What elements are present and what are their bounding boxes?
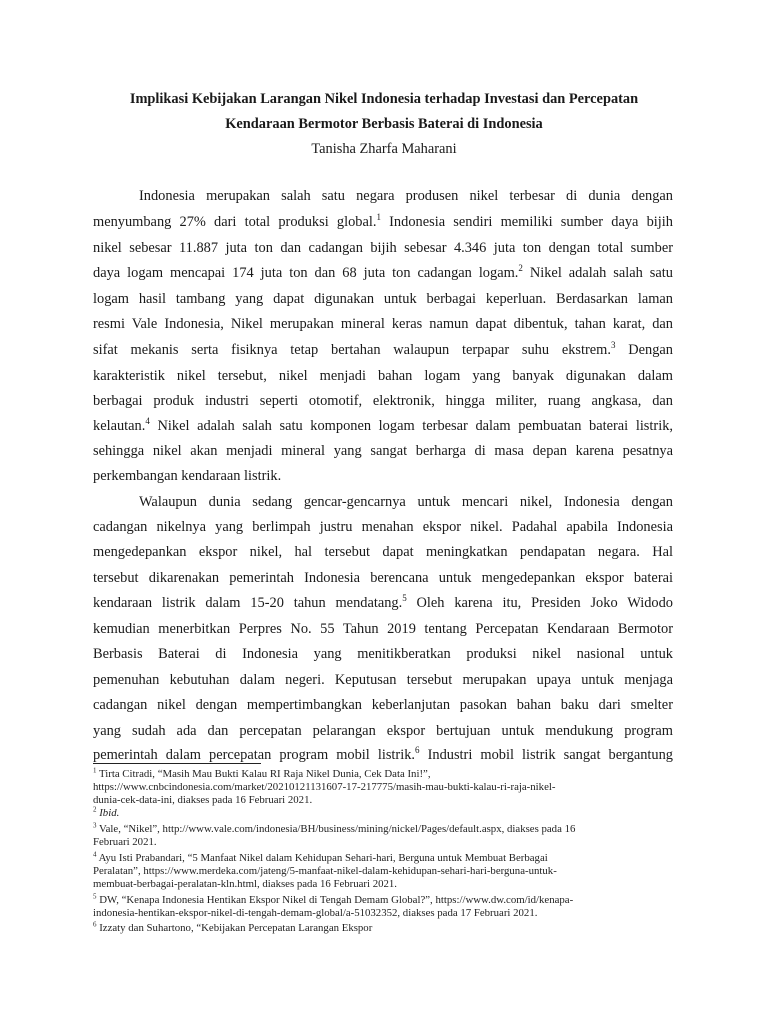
paragraph-2-line: Berbasis Baterai di Indonesia yang menitikberatkan produksi nikel nasional untuk <box>93 646 673 662</box>
footnote-4: $^4$ Ayu Isti Prabandari, “5 Manfaat Nikel dalam Kehidupan Sehari-hari, Berguna untuk Membuat Berbagai <box>93 850 548 864</box>
footnote-ref[interactable]: 6 <box>415 745 420 756</box>
paragraph-1-line: karakteristik nikel tersebut, nikel menjadi bahan logam yang banyak digunakan dalam <box>93 368 673 384</box>
footnote-3: $^3$ Vale, “Nikel”, http://www.vale.com/indonesia/BH/business/mining/nickel/Pages/default.aspx, diakses pada 16 <box>93 821 576 835</box>
footnote-2: $^2$ Ibid. <box>93 805 120 819</box>
author-name: Tanisha Zharfa Maharani <box>311 141 457 157</box>
paragraph-1-line: perkembangan kendaraan listrik. <box>93 468 282 484</box>
paragraph-2-line: kendaraan listrik dalam 15-20 tahun mendatang.$^5$ Oleh karena itu, Presiden Joko Widodo <box>93 593 673 611</box>
paragraph-2-line: mengedepankan ekspor nikel, hal tersebut dapat meningkatkan pendapatan negara. Hal <box>93 544 673 560</box>
paragraph-1-line: berbagai produk industri seperti otomotif, elektronik, hingga militer, ruang angkasa, dan <box>93 393 673 409</box>
footnote-4-cont: membuat-berbagai-peralatan-kln.html, diakses pada 16 Februari 2021. <box>93 878 398 890</box>
footnote-5: $^5$ DW, “Kenapa Indonesia Hentikan Ekspor Nikel di Tengah Demam Global?”, https://www.dw.com/id/kenapa- <box>93 892 574 906</box>
footnote-6: $^6$ Izzaty dan Suhartono, “Kebijakan Percepatan Larangan Ekspor <box>93 920 373 934</box>
footnote-1-cont: dunia-cek-data-ini, diakses pada 16 Februari 2021. <box>93 794 313 806</box>
paragraph-1-line: kelautan.$^4$ Nikel adalah salah satu komponen logam terbesar dalam pembuatan baterai listrik, <box>93 416 673 434</box>
footnote-separator <box>93 763 261 764</box>
paragraph-2-line: pemerintah dalam percepatan program mobil listrik.$^6$ Industri mobil listrik sangat bergantung <box>93 745 673 763</box>
paragraph-2-line: yang sudah ada dan percepatan pelarangan ekspor bertujuan untuk mendukung program <box>93 723 673 739</box>
document-title-line-1: Implikasi Kebijakan Larangan Nikel Indonesia terhadap Investasi dan Percepatan <box>129 91 639 107</box>
footnote-4-url[interactable]: Peralatan”, https://www.merdeka.com/jateng/5-manfaat-nikel-dalam-kehidupan-sehari-hari-berguna-untuk- <box>93 865 557 877</box>
paragraph-1-line: resmi Vale Indonesia, Nikel merupakan mineral keras namun dapat dibentuk, tahan karat, dan <box>93 316 673 332</box>
paragraph-1-line: Indonesia merupakan salah satu negara produsen nikel terbesar di dunia dengan <box>139 188 673 204</box>
paragraph-2-line: cadangan nikel dengan mempertimbangkan keberlanjutan pasokan bahan baku dari smelter <box>93 697 673 713</box>
paragraph-1-line: menyumbang 27% dari total produksi global.$^1$ Indonesia sendiri memiliki sumber daya bijih <box>93 212 673 230</box>
paragraph-1-line: sifat mekanis serta fisiknya tetap bertahan walaupun terpapar suhu ekstrem.$^3$ Dengan <box>93 340 673 358</box>
footnote-ref[interactable]: 4 <box>145 416 150 427</box>
paragraph-2-line: pemenuhan kebutuhan dalam negeri. Keputusan tersebut merupakan upaya untuk menjaga <box>93 672 673 688</box>
paragraph-2-line: Walaupun dunia sedang gencar-gencarnya untuk mencari nikel, Indonesia dengan <box>139 494 673 510</box>
document-title-line-2: Kendaraan Bermotor Berbasis Baterai di Indonesia <box>225 116 543 132</box>
paragraph-1-line: daya logam mencapai 174 juta ton dan 68 juta ton cadangan logam.$^2$ Nikel adalah salah satu <box>93 263 673 281</box>
footnote-ref[interactable]: 5 <box>402 593 407 604</box>
paragraph-1-line: sehingga nikel akan menjadi mineral yang sangat berharga di masa depan karena pesatnya <box>93 443 673 459</box>
paragraph-2-line: kemudian menerbitkan Perpres No. 55 Tahun 2019 tentang Percepatan Kendaraan Bermotor <box>93 621 673 637</box>
footnote-3-cont: Februari 2021. <box>93 836 157 848</box>
paragraph-2-line: cadangan nikelnya yang berlimpah justru menahan ekspor nikel. Padahal apabila Indonesia <box>93 519 673 535</box>
footnote-5-url[interactable]: indonesia-hentikan-ekspor-nikel-di-tengah-demam-global/a-51032352, diakses pada 17 Februari 2021. <box>93 907 538 919</box>
paragraph-1-line: nikel sebesar 11.887 juta ton dan cadangan bijih sebesar 4.346 juta ton dengan total sumber <box>93 240 673 256</box>
footnote-1-url[interactable]: https://www.cnbcindonesia.com/market/20210121131607-17-217775/masih-mau-bukti-kalau-ri-raja-nikel- <box>93 781 556 793</box>
footnote-ref[interactable]: 2 <box>518 263 523 274</box>
paragraph-2-line: tersebut dikarenakan pemerintah Indonesia berencana untuk mengedepankan ekspor baterai <box>93 570 673 586</box>
footnote-ref[interactable]: 3 <box>610 340 616 351</box>
paragraph-1-line: logam hasil tambang yang dapat digunakan untuk berbagai keperluan. Berdasarkan laman <box>93 291 673 307</box>
footnote-1: $^1$ Tirta Citradi, “Masih Mau Bukti Kalau RI Raja Nikel Dunia, Cek Data Ini!”, <box>93 766 431 780</box>
footnote-ref[interactable]: 1 <box>376 212 381 223</box>
